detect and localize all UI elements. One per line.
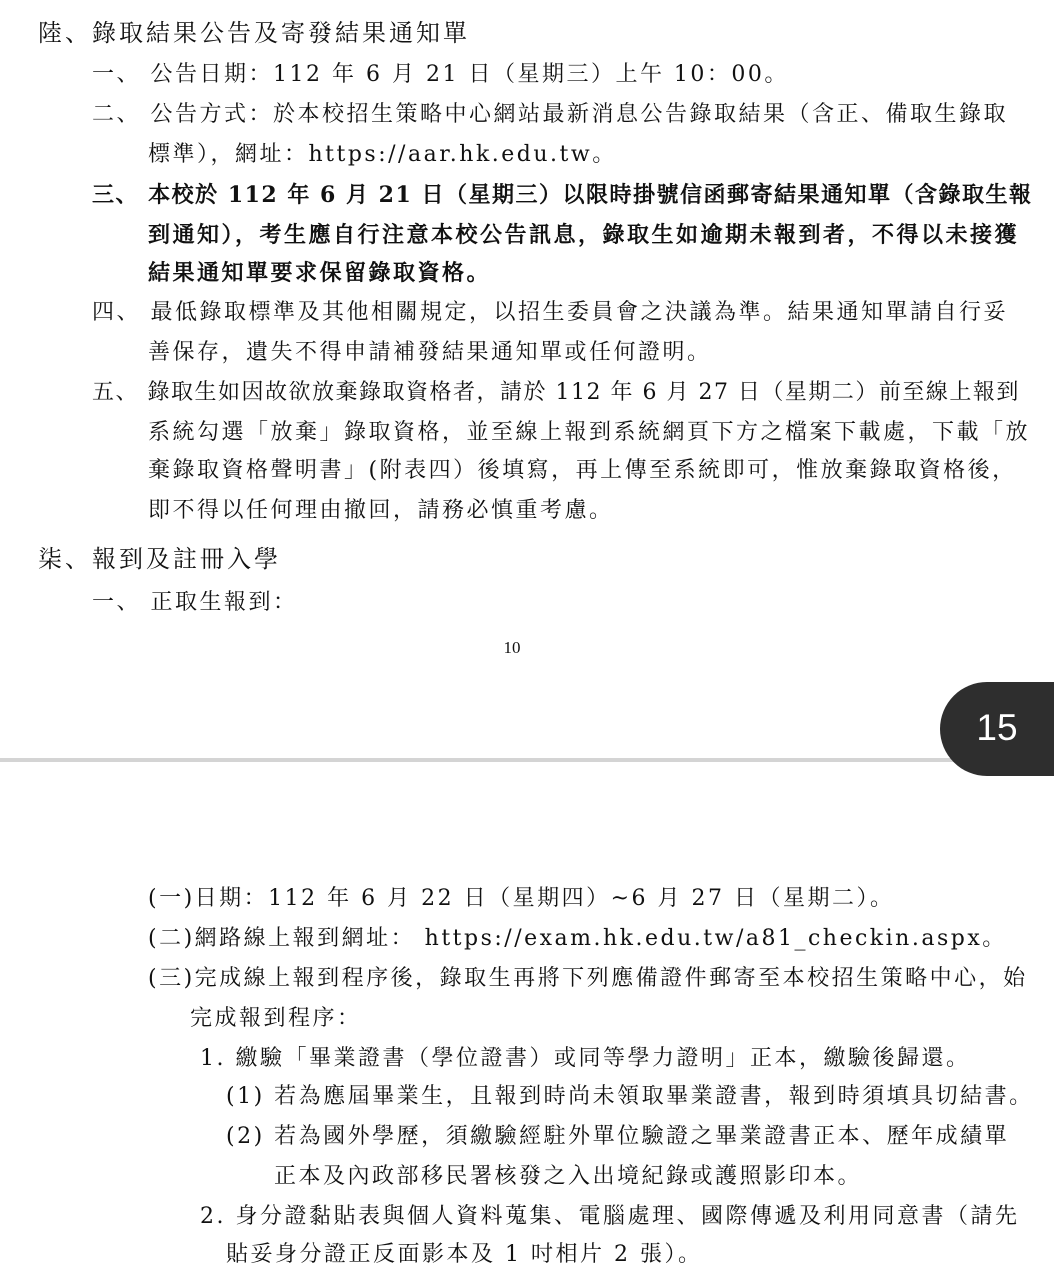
list-item: 1. 繳驗「畢業證書（學位證書）或同等學力證明」正本，繳驗後歸還。	[200, 1046, 971, 1071]
list-item: (一)日期：112 年 6 月 22 日（星期四）~6 月 27 日（星期二）。	[148, 886, 895, 911]
list-item-continuation: 正本及內政部移民署核發之入出境紀錄或護照影印本。	[274, 1164, 863, 1189]
section-heading-6: 陸、錄取結果公告及寄發結果通知單	[38, 19, 470, 47]
list-item-continuation: 結果通知單要求保留錄取資格。	[148, 260, 492, 286]
page-divider	[0, 758, 1054, 762]
page-indicator-number: 15	[976, 707, 1018, 748]
list-item: 二、 公告方式：於本校招生策略中心網站最新消息公告錄取結果（含正、備取生錄取	[92, 102, 1008, 127]
list-item: (二)網路線上報到網址： https://exam.hk.edu.tw/a81_checkin.aspx。	[148, 926, 1007, 951]
list-item-continuation: 到通知），考生應自行注意本校公告訊息，錄取生如逾期未報到者，不得以未接獲	[148, 222, 1020, 248]
list-item: (三)完成線上報到程序後，錄取生再將下列應備證件郵寄至本校招生策略中心，始	[148, 966, 1028, 991]
sub-item: 一、 正取生報到：	[92, 590, 298, 615]
page-number: 10	[503, 638, 521, 657]
page-indicator-badge	[940, 682, 1054, 776]
list-item: (1) 若為應屆畢業生，且報到時尚未領取畢業證書，報到時須填具切結書。	[226, 1084, 1034, 1109]
list-item-continuation: 善保存，遺失不得申請補發結果通知單或任何證明。	[148, 340, 712, 365]
list-item: 五、 錄取生如因故欲放棄錄取資格者，請於 112 年 6 月 27 日（星期二）前至線上報到	[92, 380, 1020, 405]
section-heading-7: 柒、報到及註冊入學	[38, 545, 281, 573]
list-item-continuation: 系統勾選「放棄」錄取資格，並至線上報到系統網頁下方之檔案下載處，下載「放	[148, 420, 1031, 445]
list-item: 三、 本校於 112 年 6 月 21 日（星期三）以限時掛號信函郵寄結果通知單（含錄取生報	[92, 182, 1033, 208]
list-item-continuation: 完成報到程序：	[190, 1006, 362, 1031]
list-item-continuation: 貼妥身分證正反面影本及 1 吋相片 2 張）。	[226, 1242, 703, 1267]
list-item-continuation: 標準），網址：https://aar.hk.edu.tw。	[148, 142, 617, 167]
list-item: 2. 身分證黏貼表與個人資料蒐集、電腦處理、國際傳遞及利用同意書（請先	[200, 1204, 1020, 1229]
list-item: 四、 最低錄取標準及其他相關規定，以招生委員會之決議為準。結果通知單請自行妥	[92, 300, 1008, 325]
list-item-continuation: 即不得以任何理由撤回，請務必慎重考慮。	[148, 498, 614, 523]
list-item: 一、 公告日期：112 年 6 月 21 日（星期三）上午 10：00。	[92, 62, 789, 87]
list-item: (2) 若為國外學歷，須繳驗經駐外單位驗證之畢業證書正本、歷年成績單	[226, 1124, 1010, 1149]
list-item-continuation: 棄錄取資格聲明書」(附表四）後填寫，再上傳至系統即可，惟放棄錄取資格後，	[148, 458, 1017, 483]
